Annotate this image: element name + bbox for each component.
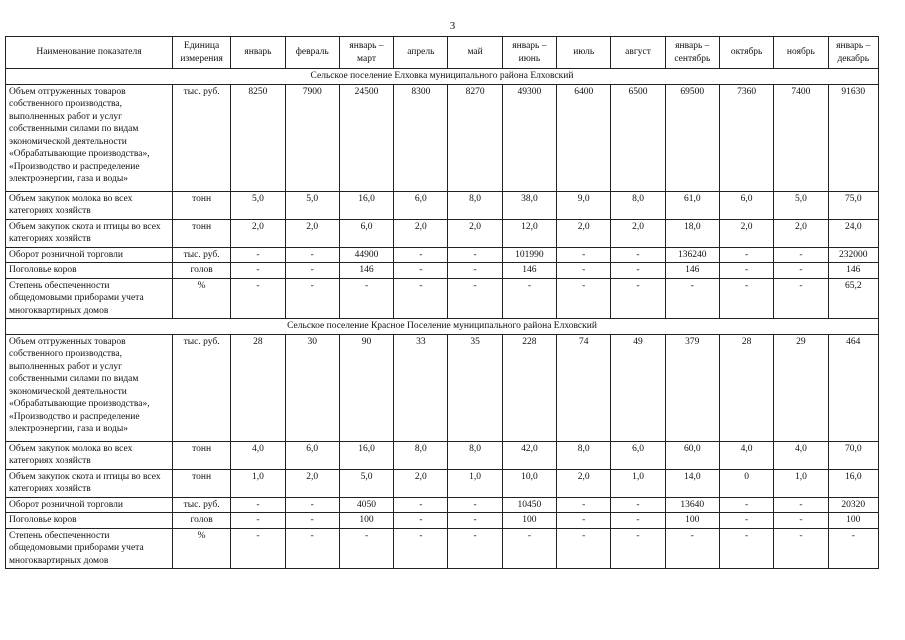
indicator-value: 1,0: [448, 469, 502, 497]
indicator-value: 7360: [719, 84, 773, 191]
header-period: август: [611, 37, 665, 69]
indicator-name: Объем отгруженных товаров собственного производства, выполненных работ и услуг собственными силами по видам экономической деятельности «Обрабатывающие производства», «Производство и распределение электроэнергии, газа и воды»: [6, 84, 173, 191]
indicator-name: Оборот розничной торговли: [6, 247, 173, 263]
indicator-value: -: [828, 528, 878, 569]
header-period: январь: [231, 37, 285, 69]
indicator-value: -: [774, 528, 828, 569]
indicator-value: -: [774, 263, 828, 279]
indicator-value: 91630: [828, 84, 878, 191]
indicator-value: -: [448, 247, 502, 263]
indicator-unit: %: [172, 278, 230, 319]
indicator-value: 90: [339, 334, 393, 441]
table-row: [6, 334, 879, 441]
indicator-value: -: [394, 247, 448, 263]
section-title: Сельское поселение Елховка муниципального района Елховский: [6, 69, 879, 85]
indicator-value: 146: [502, 263, 556, 279]
indicator-value: -: [774, 278, 828, 319]
indicator-value: 6,0: [339, 219, 393, 247]
indicator-value: 100: [665, 513, 719, 529]
indicator-value: -: [394, 528, 448, 569]
table-row: [6, 469, 879, 497]
indicator-value: -: [719, 263, 773, 279]
indicator-unit: голов: [172, 513, 230, 529]
indicator-value: 12,0: [502, 219, 556, 247]
table-row: [6, 247, 879, 263]
indicator-value: -: [774, 513, 828, 529]
indicator-value: 2,0: [285, 219, 339, 247]
indicator-value: 1,0: [231, 469, 285, 497]
table-row: [6, 219, 879, 247]
indicator-value: 232000: [828, 247, 878, 263]
indicator-value: 8270: [448, 84, 502, 191]
table-body: [6, 69, 879, 569]
indicator-value: 6400: [557, 84, 611, 191]
indicator-value: 464: [828, 334, 878, 441]
indicator-value: 6,0: [719, 191, 773, 219]
indicator-value: 2,0: [719, 219, 773, 247]
indicator-value: -: [448, 497, 502, 513]
indicator-value: 4050: [339, 497, 393, 513]
indicator-value: -: [394, 497, 448, 513]
indicator-value: -: [448, 263, 502, 279]
header-period: ноябрь: [774, 37, 828, 69]
indicator-value: -: [719, 497, 773, 513]
table-header-row: [6, 37, 879, 69]
page-number: 3: [449, 20, 456, 32]
indicator-value: -: [394, 263, 448, 279]
indicator-value: 13640: [665, 497, 719, 513]
indicator-value: -: [285, 528, 339, 569]
indicator-unit: тонн: [172, 469, 230, 497]
indicator-value: 7400: [774, 84, 828, 191]
indicator-value: -: [448, 278, 502, 319]
table-row: [6, 278, 879, 319]
indicator-value: -: [611, 263, 665, 279]
indicator-name: Поголовье коров: [6, 263, 173, 279]
indicator-name: Объем закупок скота и птицы во всех категориях хозяйств: [6, 219, 173, 247]
indicator-value: -: [611, 528, 665, 569]
indicator-value: 2,0: [448, 219, 502, 247]
indicator-unit: голов: [172, 263, 230, 279]
indicator-value: 228: [502, 334, 556, 441]
indicator-value: 44900: [339, 247, 393, 263]
indicator-name: Поголовье коров: [6, 513, 173, 529]
indicator-name: Степень обеспеченности общедомовыми приборами учета многоквартирных домов: [6, 278, 173, 319]
indicator-value: 2,0: [557, 469, 611, 497]
indicator-unit: тонн: [172, 219, 230, 247]
indicator-value: 146: [665, 263, 719, 279]
indicator-value: 29: [774, 334, 828, 441]
table-row: [6, 263, 879, 279]
indicator-value: 5,0: [231, 191, 285, 219]
indicator-value: 5,0: [774, 191, 828, 219]
indicator-value: 16,0: [339, 191, 393, 219]
indicator-value: 38,0: [502, 191, 556, 219]
indicator-value: -: [665, 278, 719, 319]
indicator-value: 101990: [502, 247, 556, 263]
table-row: [6, 441, 879, 469]
indicator-value: 4,0: [719, 441, 773, 469]
indicator-value: -: [665, 528, 719, 569]
indicator-value: -: [285, 497, 339, 513]
indicator-value: -: [611, 247, 665, 263]
header-period: январь – декабрь: [828, 37, 878, 69]
indicator-value: 9,0: [557, 191, 611, 219]
indicator-value: 100: [502, 513, 556, 529]
indicator-unit: тыс. руб.: [172, 84, 230, 191]
indicator-value: 8300: [394, 84, 448, 191]
indicator-name: Степень обеспеченности общедомовыми приборами учета многоквартирных домов: [6, 528, 173, 569]
indicator-value: 379: [665, 334, 719, 441]
indicator-value: 8,0: [394, 441, 448, 469]
indicator-value: 100: [339, 513, 393, 529]
indicator-value: 6500: [611, 84, 665, 191]
indicator-value: 16,0: [828, 469, 878, 497]
indicator-value: 6,0: [611, 441, 665, 469]
indicator-value: 10,0: [502, 469, 556, 497]
table-row: [6, 513, 879, 529]
indicator-value: -: [611, 497, 665, 513]
indicator-value: 136240: [665, 247, 719, 263]
indicator-unit: тыс. руб.: [172, 334, 230, 441]
indicator-value: 69500: [665, 84, 719, 191]
indicator-value: 16,0: [339, 441, 393, 469]
indicator-value: 18,0: [665, 219, 719, 247]
table-row: [6, 497, 879, 513]
indicator-value: 49300: [502, 84, 556, 191]
indicator-value: 35: [448, 334, 502, 441]
indicator-value: 8,0: [448, 441, 502, 469]
indicator-value: -: [502, 528, 556, 569]
indicator-unit: тонн: [172, 191, 230, 219]
indicator-value: 28: [231, 334, 285, 441]
indicator-value: 2,0: [231, 219, 285, 247]
indicator-unit: тыс. руб.: [172, 247, 230, 263]
indicator-value: -: [557, 513, 611, 529]
indicator-value: -: [719, 528, 773, 569]
indicator-value: 2,0: [394, 219, 448, 247]
header-period: январь – сентябрь: [665, 37, 719, 69]
indicator-value: -: [502, 278, 556, 319]
indicator-value: 14,0: [665, 469, 719, 497]
table-row: [6, 84, 879, 191]
indicator-value: -: [231, 278, 285, 319]
indicator-value: 75,0: [828, 191, 878, 219]
indicator-value: 8,0: [557, 441, 611, 469]
indicator-value: 146: [339, 263, 393, 279]
indicator-value: -: [285, 263, 339, 279]
indicator-value: -: [285, 278, 339, 319]
header-unit: Единица измерения: [172, 37, 230, 69]
indicator-unit: %: [172, 528, 230, 569]
indicator-value: -: [448, 513, 502, 529]
indicator-value: 2,0: [285, 469, 339, 497]
section-row: [6, 319, 879, 335]
indicator-unit: тыс. руб.: [172, 497, 230, 513]
indicator-value: 24500: [339, 84, 393, 191]
indicator-unit: тонн: [172, 441, 230, 469]
header-name: Наименование показателя: [6, 37, 173, 69]
indicator-value: 2,0: [774, 219, 828, 247]
indicators-table: [5, 36, 879, 569]
indicator-value: 5,0: [339, 469, 393, 497]
indicator-value: -: [394, 278, 448, 319]
indicator-value: 65,2: [828, 278, 878, 319]
indicator-value: 1,0: [611, 469, 665, 497]
indicator-value: 8,0: [448, 191, 502, 219]
indicator-value: -: [285, 513, 339, 529]
indicator-name: Объем отгруженных товаров собственного производства, выполненных работ и услуг собственными силами по видам экономической деятельности «Обрабатывающие производства», «Производство и распределение электроэнергии, газа и воды»: [6, 334, 173, 441]
indicator-value: -: [719, 247, 773, 263]
indicator-value: -: [719, 513, 773, 529]
indicator-value: 20320: [828, 497, 878, 513]
indicator-value: 8,0: [611, 191, 665, 219]
indicator-value: 30: [285, 334, 339, 441]
indicator-value: 10450: [502, 497, 556, 513]
indicator-value: -: [774, 247, 828, 263]
indicator-value: 100: [828, 513, 878, 529]
header-period: февраль: [285, 37, 339, 69]
indicator-value: -: [394, 513, 448, 529]
header-period: январь – июнь: [502, 37, 556, 69]
indicator-value: 49: [611, 334, 665, 441]
table-row: [6, 191, 879, 219]
section-row: [6, 69, 879, 85]
header-period: октябрь: [719, 37, 773, 69]
indicator-value: 61,0: [665, 191, 719, 219]
header-period: апрель: [394, 37, 448, 69]
indicator-value: 28: [719, 334, 773, 441]
indicator-value: -: [611, 278, 665, 319]
indicator-value: 2,0: [557, 219, 611, 247]
indicator-value: -: [719, 278, 773, 319]
indicator-value: 2,0: [394, 469, 448, 497]
indicator-value: 42,0: [502, 441, 556, 469]
indicator-value: -: [557, 263, 611, 279]
indicator-value: -: [557, 528, 611, 569]
indicator-value: 60,0: [665, 441, 719, 469]
indicator-value: 7900: [285, 84, 339, 191]
indicator-value: 74: [557, 334, 611, 441]
table-row: [6, 528, 879, 569]
indicator-value: 2,0: [611, 219, 665, 247]
indicator-value: 70,0: [828, 441, 878, 469]
indicator-value: -: [774, 497, 828, 513]
indicator-value: -: [339, 278, 393, 319]
indicator-value: 4,0: [231, 441, 285, 469]
indicator-name: Объем закупок скота и птицы во всех категориях хозяйств: [6, 469, 173, 497]
indicator-value: -: [231, 528, 285, 569]
indicator-value: 4,0: [774, 441, 828, 469]
indicator-name: Оборот розничной торговли: [6, 497, 173, 513]
indicator-value: -: [231, 497, 285, 513]
header-period: январь – март: [339, 37, 393, 69]
indicator-name: Объем закупок молока во всех категориях хозяйств: [6, 191, 173, 219]
section-title: Сельское поселение Красное Поселение муниципального района Елховский: [6, 319, 879, 335]
indicator-value: -: [339, 528, 393, 569]
indicator-value: -: [557, 278, 611, 319]
indicator-value: 6,0: [285, 441, 339, 469]
indicator-value: 146: [828, 263, 878, 279]
indicator-value: 0: [719, 469, 773, 497]
indicator-value: -: [557, 247, 611, 263]
indicator-value: 33: [394, 334, 448, 441]
indicator-value: -: [448, 528, 502, 569]
indicator-value: -: [231, 513, 285, 529]
indicator-name: Объем закупок молока во всех категориях хозяйств: [6, 441, 173, 469]
indicator-value: -: [231, 263, 285, 279]
header-period: июль: [557, 37, 611, 69]
indicator-value: 5,0: [285, 191, 339, 219]
header-period: май: [448, 37, 502, 69]
indicator-value: 8250: [231, 84, 285, 191]
indicator-value: 24,0: [828, 219, 878, 247]
indicator-value: 6,0: [394, 191, 448, 219]
indicator-value: 1,0: [774, 469, 828, 497]
indicator-value: -: [285, 247, 339, 263]
indicator-value: -: [611, 513, 665, 529]
indicator-value: -: [557, 497, 611, 513]
indicator-value: -: [231, 247, 285, 263]
